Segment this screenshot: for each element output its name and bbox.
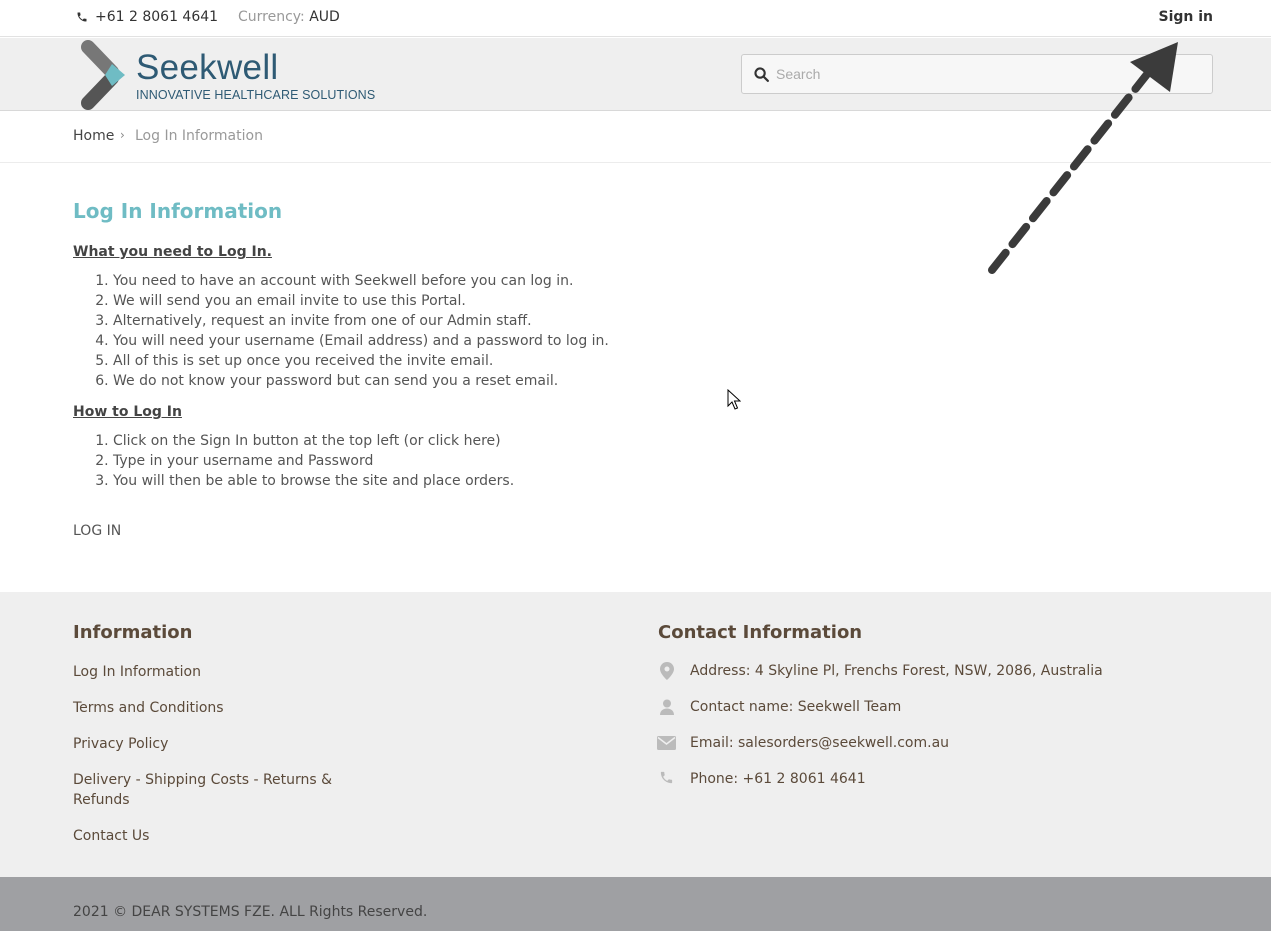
mouse-cursor-icon [727, 389, 741, 411]
topbar-phone-text: +61 2 8061 4641 [95, 9, 219, 25]
contact-email: Email: salesorders@seekwell.com.au [690, 735, 950, 751]
section-heading-how-to: How to Log In [73, 404, 182, 420]
footer-link-terms[interactable]: Terms and Conditions [73, 700, 224, 716]
user-icon [660, 699, 674, 715]
currency-selector[interactable] [238, 9, 340, 25]
search-icon [753, 66, 770, 83]
currency-label: Currency: [238, 9, 305, 25]
list-item: 3. You will then be able to browse the site and place orders. [113, 471, 514, 491]
footer-contact-heading: Contact Information [658, 622, 863, 643]
list-item: 6. We do not know your password but can send you a reset email. [113, 371, 609, 391]
site-logo[interactable] [78, 40, 388, 110]
section-heading-requirements: What you need to Log In. [73, 244, 272, 260]
envelope-icon [657, 736, 676, 750]
list-item: 5. All of this is set up once you received the invite email. [113, 351, 609, 371]
list-item: 2. We will send you an email invite to use this Portal. [113, 291, 609, 311]
topbar-phone [76, 9, 218, 25]
footer-link-contact-us[interactable]: Contact Us [73, 828, 150, 844]
copyright-text: 2021 © DEAR SYSTEMS FZE. ALL Rights Reserved. [73, 904, 428, 920]
top-bar [0, 0, 1271, 37]
site-footer [0, 592, 1271, 877]
currency-value: AUD [309, 9, 340, 25]
breadcrumb-current: Log In Information [135, 128, 263, 144]
contact-address: Address: 4 Skyline Pl, Frenchs Forest, NSW, 2086, Australia [690, 663, 1103, 679]
logo-tagline: INNOVATIVE HEALTHCARE SOLUTIONS [136, 88, 376, 102]
log-in-link[interactable]: LOG IN [73, 523, 122, 539]
how-to-list [93, 431, 514, 491]
logo-mark-icon [78, 40, 130, 110]
list-item: 1. You need to have an account with Seekwell before you can log in. [113, 271, 609, 291]
list-item: 4. You will need your username (Email address) and a password to log in. [113, 331, 609, 351]
breadcrumb-separator: › [120, 128, 125, 142]
annotation-arrow-icon [980, 40, 1190, 285]
footer-link-log-in-information[interactable]: Log In Information [73, 664, 201, 680]
list-item: 2. Type in your username and Password [113, 451, 514, 471]
phone-icon [76, 11, 88, 23]
phone-icon [659, 770, 674, 785]
copyright-bar [0, 877, 1271, 931]
footer-link-privacy[interactable]: Privacy Policy [73, 736, 169, 752]
footer-info-heading: Information [73, 622, 193, 643]
contact-phone: Phone: +61 2 8061 4641 [690, 771, 866, 787]
logo-name: Seekwell [136, 48, 279, 87]
contact-name: Contact name: Seekwell Team [690, 699, 902, 715]
list-item: 1. Click on the Sign In button at the top left (or click here) [113, 431, 514, 451]
list-item: 3. Alternatively, request an invite from one of our Admin staff. [113, 311, 609, 331]
map-marker-icon [660, 662, 674, 680]
sign-in-link[interactable]: Sign in [1158, 9, 1213, 25]
breadcrumb-home[interactable]: Home [73, 128, 115, 144]
footer-link-delivery[interactable]: Delivery - Shipping Costs - Returns & Refunds [73, 772, 333, 808]
page-title: Log In Information [73, 199, 283, 223]
requirements-list [93, 271, 609, 391]
